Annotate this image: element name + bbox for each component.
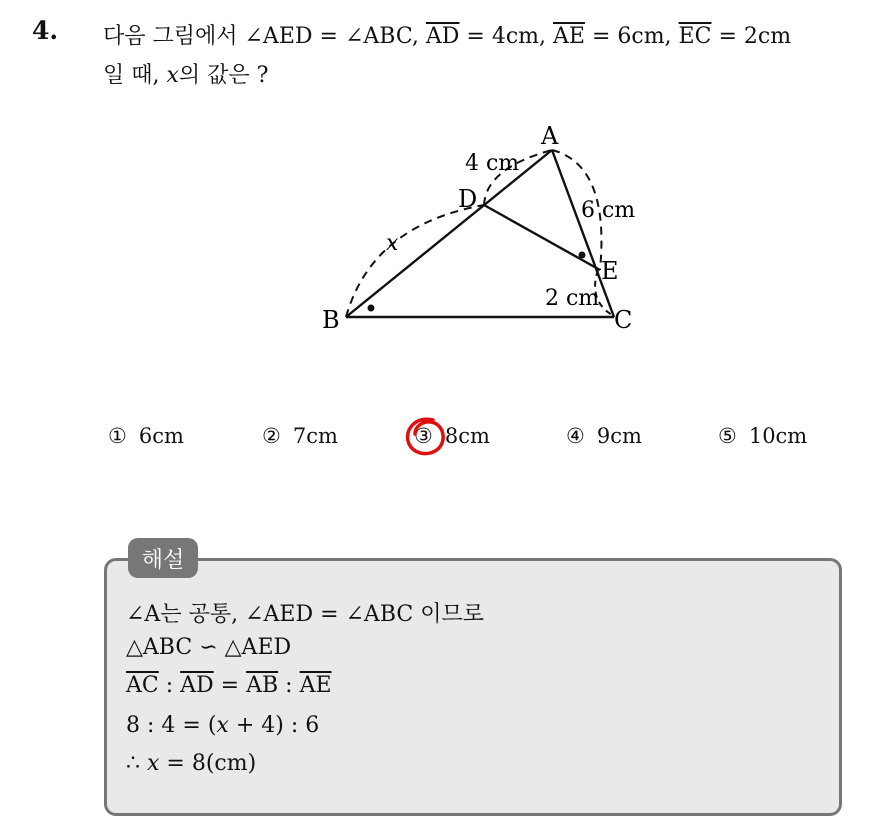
- solution-line-2: [126, 635, 291, 660]
- question-tail: 의 값은 ?: [178, 63, 269, 88]
- segment-ec: $\overline{EC}$: [678, 24, 712, 49]
- solution-line-3: [126, 673, 332, 698]
- segment-ab: [346, 150, 552, 317]
- solution-line-1: [126, 597, 484, 628]
- choice-mark: ③: [414, 424, 433, 448]
- choice-text: 8cm: [444, 424, 490, 448]
- solution-text: 8 : 4 = (: [126, 713, 217, 738]
- question-number: 4.: [32, 16, 59, 45]
- label-b: B: [322, 306, 340, 334]
- variable-x: x: [147, 751, 160, 776]
- choice-1[interactable]: [108, 424, 184, 448]
- label-e: E: [601, 257, 619, 285]
- answer-circle-mark: [403, 414, 449, 460]
- segment-ab-overline: $\overline{AB}$: [246, 673, 279, 698]
- solution-line-5: [126, 751, 256, 776]
- segment-ae: $\overline{AE}$: [553, 24, 585, 49]
- choice-mark: ④: [566, 424, 585, 448]
- label-ad-length: 4 cm: [465, 151, 520, 176]
- label-a: A: [541, 122, 559, 150]
- ratio-sep: :: [158, 673, 181, 698]
- segment-ad-overline: $\overline{AD}$: [180, 673, 214, 698]
- ad-value: = 4cm,: [459, 24, 553, 49]
- label-ec-length: 2 cm: [545, 286, 600, 311]
- choice-text: 9cm: [596, 424, 642, 448]
- choice-text: 7cm: [292, 424, 338, 448]
- variable-x: x: [166, 63, 179, 88]
- variable-x: x: [216, 713, 229, 738]
- solution-text: ∴: [126, 751, 147, 776]
- label-d: D: [458, 185, 478, 213]
- segment-ac-overline: $\overline{AC}$: [126, 673, 159, 698]
- solution-tab: 해설: [128, 538, 198, 578]
- solution-text: ∠A는 공통, ∠AED = ∠ABC 이므로: [126, 602, 484, 627]
- solution-text: = 8(cm): [159, 751, 257, 776]
- label-ae-length: 6 cm: [581, 198, 636, 223]
- choice-text: 6cm: [138, 424, 184, 448]
- choice-4[interactable]: [566, 424, 642, 448]
- choice-5[interactable]: [718, 424, 807, 448]
- label-c: C: [614, 306, 633, 334]
- choice-2[interactable]: [262, 424, 338, 448]
- solution-text: + 4) : 6: [228, 713, 320, 738]
- choice-text: 10cm: [748, 424, 808, 448]
- choice-mark: ⑤: [718, 424, 737, 448]
- segment-ae-overline: $\overline{AE}$: [299, 673, 332, 698]
- ec-value: = 2cm: [711, 24, 792, 49]
- label-x: x: [386, 231, 399, 256]
- angle-equality: ∠AED = ∠ABC,: [244, 24, 426, 49]
- question-lead: 다음 그림에서: [103, 24, 245, 49]
- ratio-sep: :: [278, 673, 300, 698]
- question-lead-2: 일 때,: [103, 63, 167, 88]
- equals: =: [213, 673, 247, 698]
- ae-value: = 6cm,: [584, 24, 679, 49]
- angle-mark-b: [368, 305, 375, 312]
- triangle-figure: [0, 0, 884, 400]
- segment-ad: $\overline{AD}$: [425, 24, 460, 49]
- choice-mark: ①: [108, 424, 127, 448]
- angle-mark-e: [579, 252, 586, 259]
- solution-text: △ABC ∽ △AED: [126, 635, 292, 660]
- solution-line-4: [126, 713, 319, 738]
- choice-mark: ②: [262, 424, 281, 448]
